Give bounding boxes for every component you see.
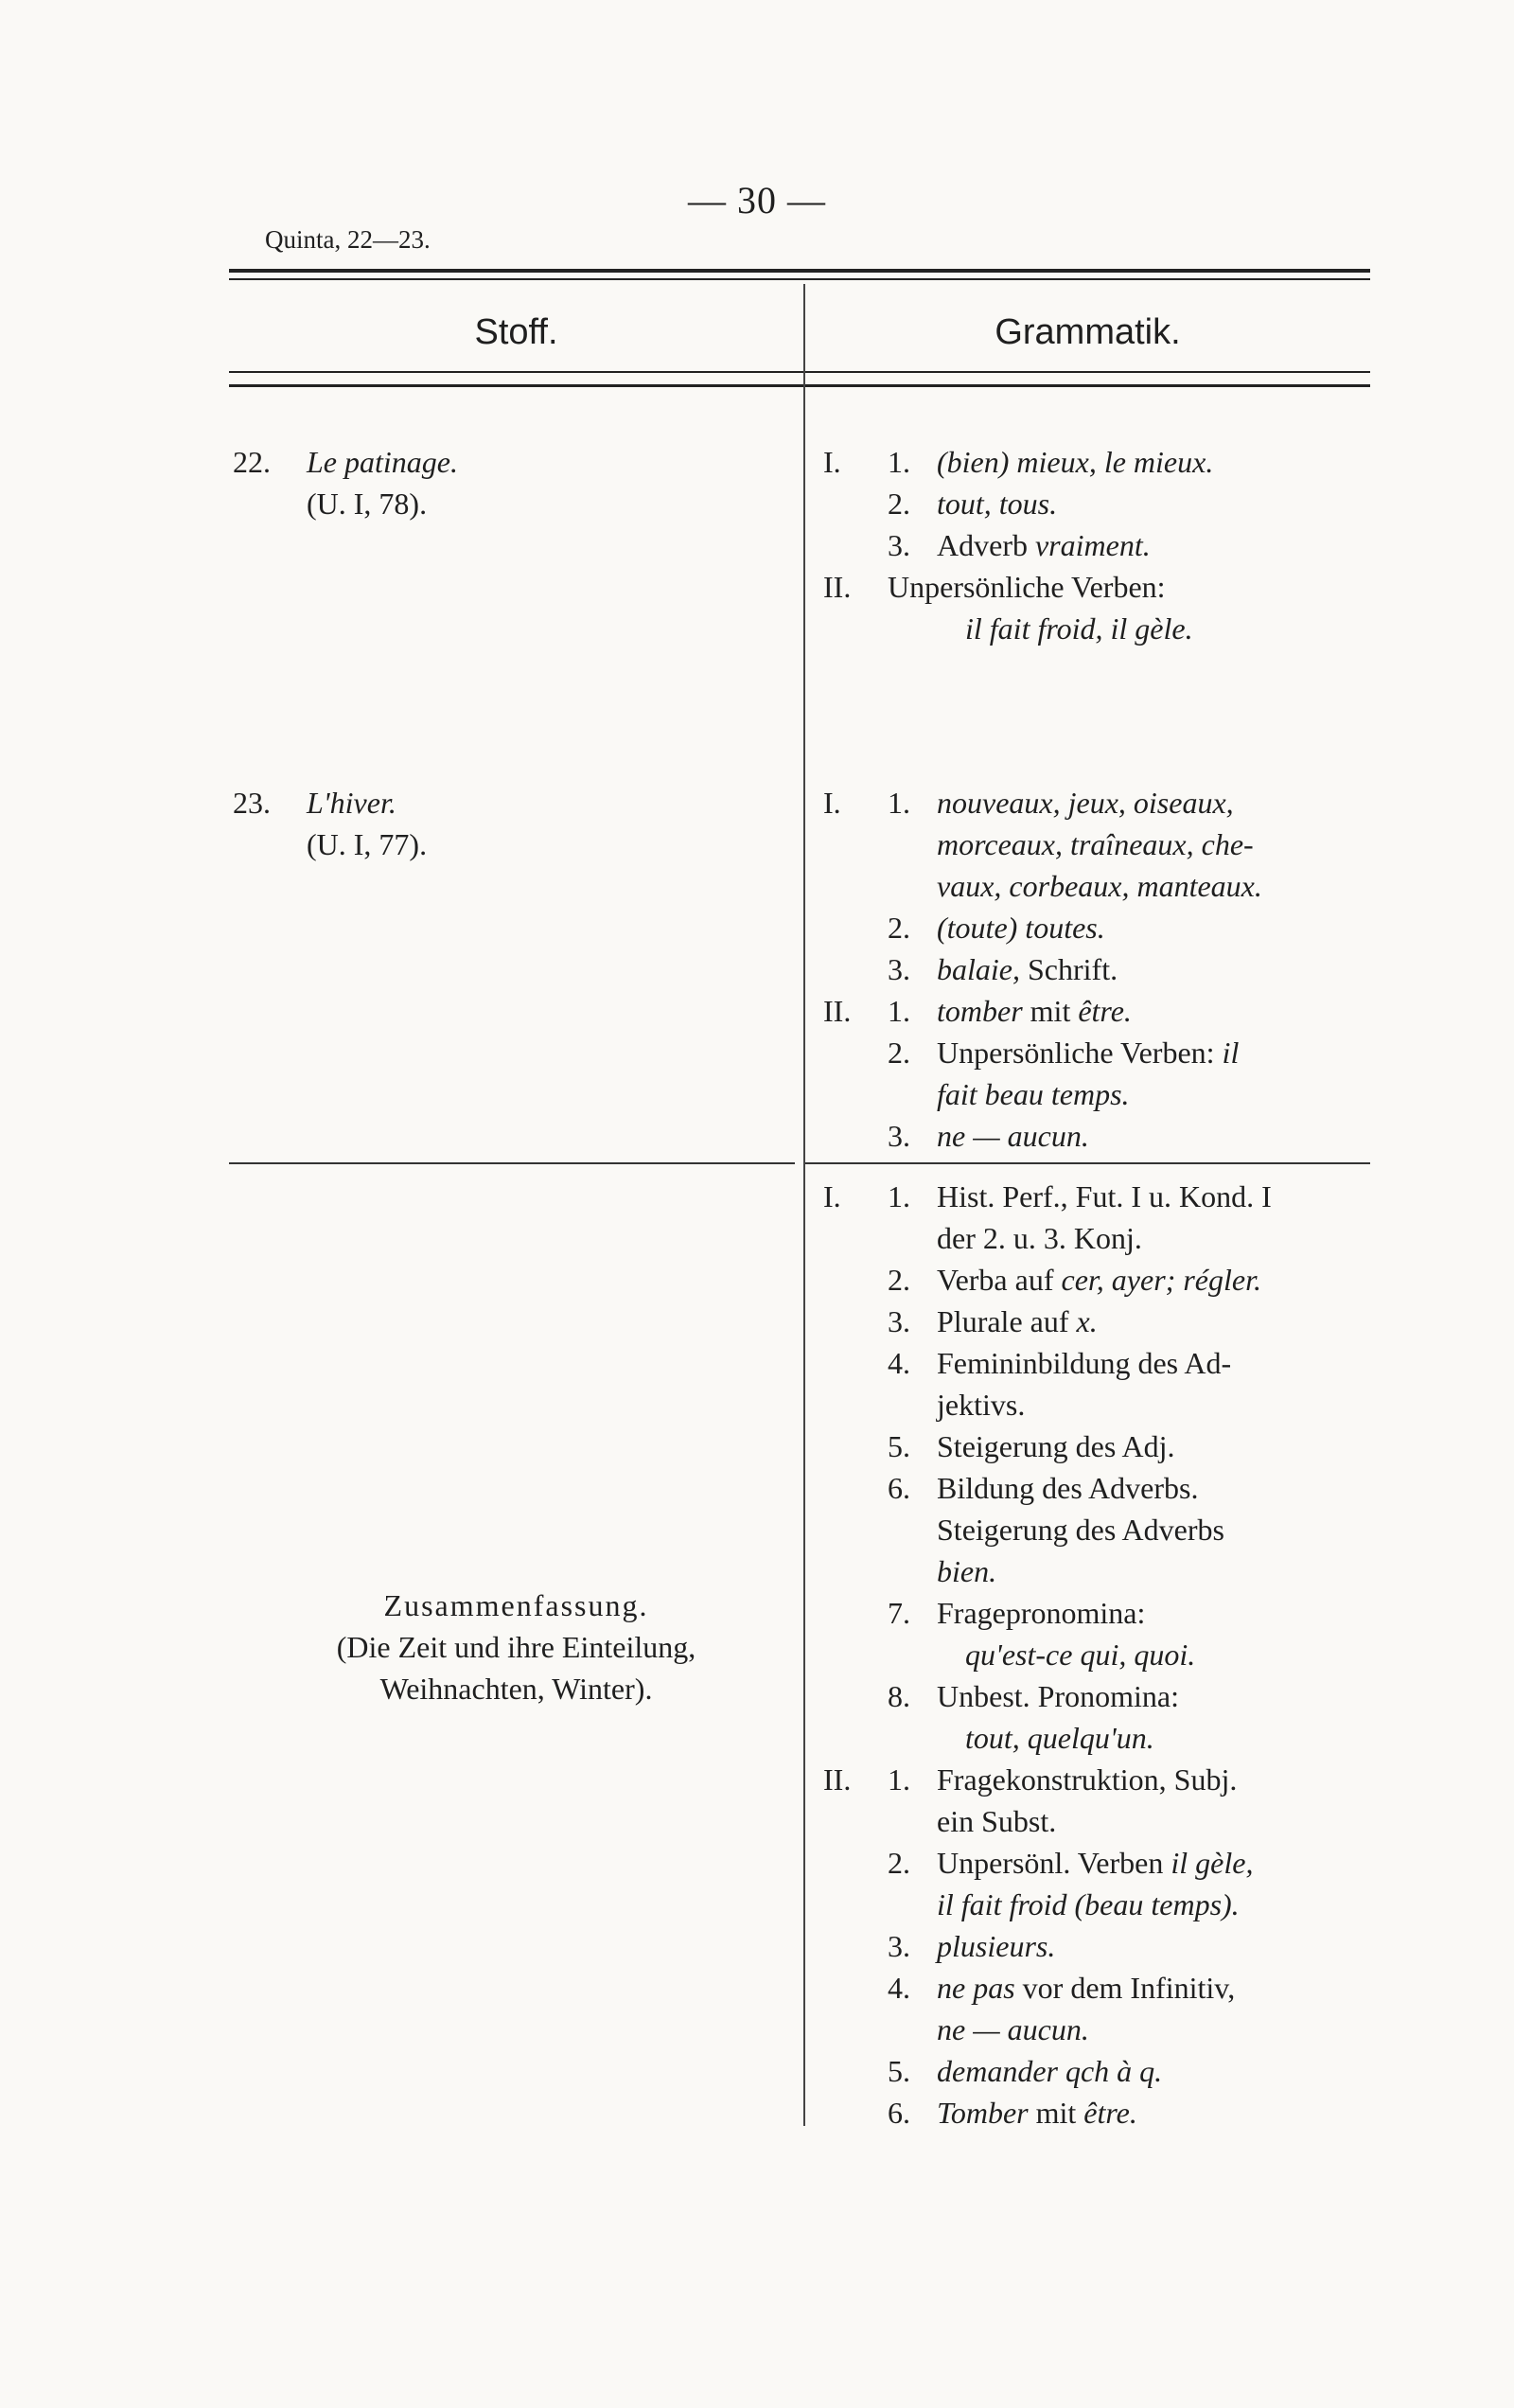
grammar-item — [937, 1259, 1261, 1301]
section-divider — [229, 1162, 795, 1164]
grammar-text: ne — aucun. — [937, 1119, 1089, 1153]
grammar-text: mit — [1030, 994, 1071, 1028]
grammar-text: (bien) mieux, le mieux. — [937, 445, 1214, 479]
grammar-item: der 2. u. 3. Konj. — [937, 1221, 1142, 1255]
grammar-item — [937, 2050, 1162, 2092]
grammar-text: Schrift. — [1027, 952, 1118, 986]
lesson-title — [307, 782, 396, 823]
grammar-item — [937, 782, 1234, 823]
grammar-item — [937, 865, 1262, 907]
item-number: 3. — [888, 528, 910, 562]
grammar-item: ein Subst. — [937, 1804, 1057, 1838]
item-number: 6. — [888, 2096, 910, 2130]
grammar-item — [937, 2092, 1137, 2134]
grammar-text: Unpersönl. Verben — [937, 1846, 1164, 1880]
grammar-item — [937, 1967, 1235, 2009]
grammar-item — [965, 608, 1193, 649]
lesson-title — [307, 441, 458, 483]
grammar-item — [937, 1925, 1055, 1967]
grammar-item — [937, 990, 1132, 1032]
grammar-item: Steigerung des Adj. — [937, 1429, 1175, 1463]
grammar-text: Unpersönliche Verben: — [937, 1036, 1215, 1070]
grammar-item — [937, 1884, 1240, 1925]
grammar-text: Plurale auf — [937, 1304, 1069, 1338]
item-number: 2. — [888, 1263, 910, 1297]
grammar-text-italic: plusieurs. — [937, 1929, 1056, 1963]
roman-numeral: I. — [823, 445, 841, 479]
header-rule-thin — [229, 371, 1370, 373]
grammar-text: morceaux, traîneaux, che- — [937, 827, 1254, 861]
column-header-stoff: Stoff. — [474, 312, 558, 352]
section-divider — [805, 1162, 1370, 1164]
lesson-number: 22. — [233, 445, 271, 479]
grammar-text-italic: il fait froid (beau temps). — [937, 1887, 1240, 1921]
grammar-item: Fragekonstruktion, Subj. — [937, 1762, 1238, 1797]
grammar-item: Hist. Perf., Fut. I u. Kond. I — [937, 1179, 1272, 1213]
roman-numeral: II. — [823, 994, 852, 1028]
header-rule-thick — [229, 384, 1370, 387]
grammar-text-italic: ne — aucun. — [937, 2012, 1089, 2046]
column-divider — [803, 284, 805, 2126]
item-number: 1. — [888, 1762, 910, 1797]
grammar-text-italic: tomber — [937, 994, 1023, 1028]
item-number: 2. — [888, 1036, 910, 1070]
top-rule-thin — [229, 278, 1370, 280]
grammar-text-italic: Tomber — [937, 2096, 1029, 2130]
grammar-text-italic: tout, quelqu'un. — [965, 1721, 1154, 1755]
grammar-text-italic: cer, ayer; régler. — [1061, 1263, 1261, 1297]
item-number: 1. — [888, 786, 910, 820]
roman-numeral: II. — [823, 570, 852, 604]
lesson-title-text: Le patinage. — [307, 445, 458, 479]
grammar-item — [937, 948, 1118, 990]
grammar-text: Adverb — [937, 528, 1028, 562]
lesson-reference: (U. I, 77). — [307, 827, 428, 861]
grammar-item — [937, 483, 1057, 524]
grammar-item: Fragepronomina: — [937, 1596, 1146, 1630]
summary-subtitle: (Die Zeit und ihre Einteilung, — [336, 1630, 696, 1664]
grammar-text-italic: ne pas — [937, 1971, 1015, 2005]
item-number: 5. — [888, 1429, 910, 1463]
grammar-text-italic: être. — [1078, 994, 1132, 1028]
item-number: 3. — [888, 1119, 910, 1153]
grammar-item — [937, 823, 1254, 865]
lesson-reference: (U. I, 78). — [307, 487, 428, 521]
item-number: 7. — [888, 1596, 910, 1630]
grammar-text: nouveaux, jeux, oiseaux, — [937, 786, 1234, 820]
roman-numeral: I. — [823, 1179, 841, 1213]
item-number: 1. — [888, 994, 910, 1028]
page-number: — 30 — — [688, 179, 826, 221]
grammar-item: Unpersönliche Verben: — [888, 570, 1166, 604]
grammar-item — [937, 1073, 1130, 1115]
summary-subtitle: Weihnachten, Winter). — [379, 1672, 653, 1706]
roman-numeral: II. — [823, 1762, 852, 1797]
roman-numeral: I. — [823, 786, 841, 820]
grammar-item — [965, 1634, 1195, 1675]
item-number: 1. — [888, 1179, 910, 1213]
grammar-item — [937, 1550, 996, 1592]
item-number: 3. — [888, 1304, 910, 1338]
grammar-item — [937, 907, 1105, 948]
column-header-grammatik: Grammatik. — [995, 312, 1181, 352]
grammar-text: fait beau temps. — [937, 1077, 1130, 1111]
grammar-item — [937, 1842, 1253, 1884]
item-number: 3. — [888, 1929, 910, 1963]
grammar-item — [937, 1032, 1239, 1073]
grammar-text: il fait froid, il gèle. — [965, 611, 1193, 646]
grammar-text: vaux, corbeaux, manteaux. — [937, 869, 1262, 903]
item-number: 6. — [888, 1471, 910, 1505]
item-number: 2. — [888, 911, 910, 945]
grammar-text-italic: x. — [1076, 1304, 1098, 1338]
grammar-item — [937, 524, 1151, 566]
grammar-text: (toute) toutes. — [937, 911, 1105, 945]
lesson-title-text: L'hiver. — [307, 786, 396, 820]
item-number: 4. — [888, 1971, 910, 2005]
item-number: 8. — [888, 1679, 910, 1713]
item-number: 3. — [888, 952, 910, 986]
grammar-item — [937, 2009, 1089, 2050]
grammar-text-italic: être. — [1083, 2096, 1137, 2130]
item-number: 2. — [888, 487, 910, 521]
grammar-item: jektivs. — [937, 1388, 1026, 1422]
item-number: 2. — [888, 1846, 910, 1880]
item-number: 5. — [888, 2054, 910, 2088]
summary-title: Zusammenfassung. — [383, 1588, 649, 1622]
grammar-text-italic: balaie, — [937, 952, 1020, 986]
grammar-text: tout, tous. — [937, 487, 1058, 521]
grammar-text: Verba auf — [937, 1263, 1054, 1297]
grammar-text-italic: qu'est-ce qui, quoi. — [965, 1638, 1196, 1672]
grammar-text-italic: il gèle, — [1171, 1846, 1254, 1880]
grammar-text-italic: vraiment. — [1034, 528, 1151, 562]
lesson-number: 23. — [233, 786, 271, 820]
grammar-text: mit — [1035, 2096, 1077, 2130]
grammar-text-italic: demander qch à q. — [937, 2054, 1163, 2088]
grammar-text: vor dem Infinitiv, — [1022, 1971, 1236, 2005]
grammar-item: Unbest. Pronomina: — [937, 1679, 1179, 1713]
grammar-item — [937, 1115, 1089, 1157]
grammar-item: Bildung des Adverbs. — [937, 1471, 1199, 1505]
grammar-item: Steigerung des Adverbs — [937, 1513, 1224, 1547]
running-head: Quinta, 22—23. — [265, 225, 431, 254]
grammar-item — [937, 1301, 1098, 1342]
grammar-text-italic: bien. — [937, 1554, 997, 1588]
grammar-text-italic: il — [1222, 1036, 1240, 1070]
top-rule-thick — [229, 269, 1370, 273]
item-number: 1. — [888, 445, 910, 479]
item-number: 4. — [888, 1346, 910, 1380]
grammar-item — [937, 441, 1213, 483]
grammar-item — [965, 1717, 1154, 1759]
grammar-item: Femininbildung des Ad- — [937, 1346, 1232, 1380]
